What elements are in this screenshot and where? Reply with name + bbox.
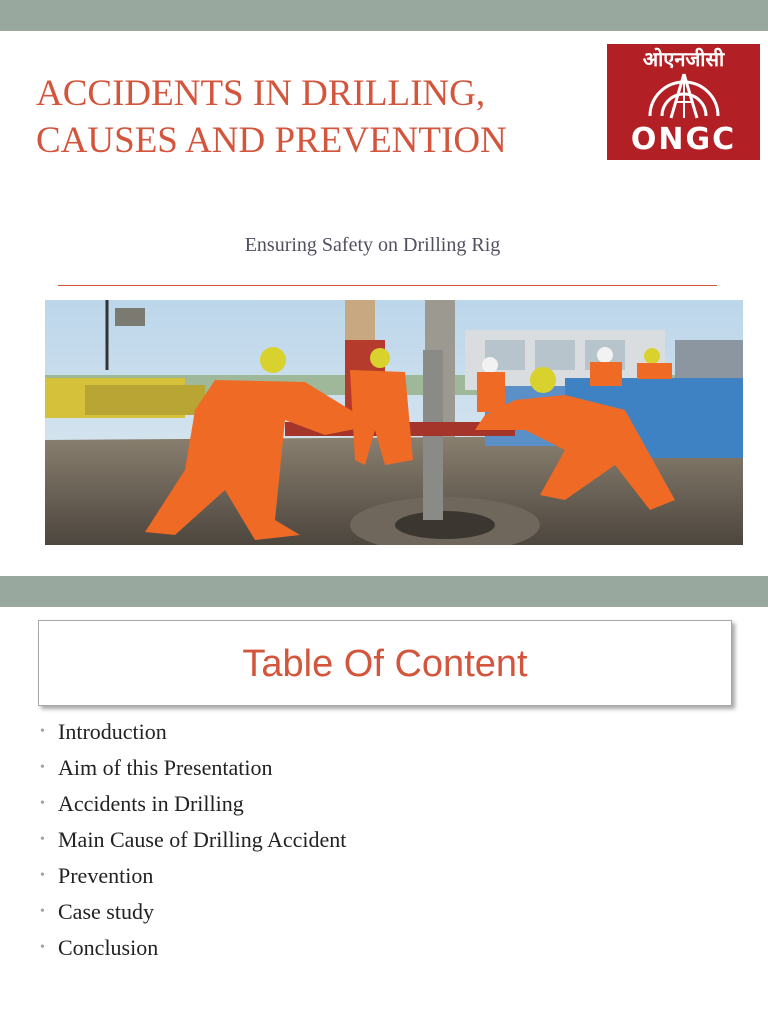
toc-item-text: Conclusion [58,935,159,960]
bullet-icon: • [40,724,45,739]
list-item [40,714,346,750]
bullet-icon: • [40,940,45,955]
toc-list [40,714,346,966]
divider-line [58,285,717,286]
toc-title-box [38,620,732,706]
slide-title-line-2: CAUSES AND PREVENTION [36,120,507,161]
logo-hindi-text: ओएनजीसी [642,47,725,71]
toc-item-text: Aim of this Presentation [58,755,273,780]
list-item [40,858,346,894]
toc-item-text: Main Cause of Drilling Accident [58,827,347,852]
list-item [40,930,346,966]
list-item [40,822,346,858]
bullet-icon: • [40,796,45,811]
toc-item-text: Case study [58,899,154,924]
drilling-rig-photo [45,300,743,545]
slide-title-line-1: ACCIDENTS IN DRILLING, [36,73,486,114]
slide-subtitle: Ensuring Safety on Drilling Rig [244,234,501,256]
slide-divider-band [0,576,768,607]
list-item [40,786,346,822]
list-item [40,894,346,930]
photo-illustration [45,300,743,545]
slide-title [36,70,596,164]
bullet-icon: • [40,904,45,919]
toc-item-text: Prevention [58,863,154,888]
ongc-logo [607,44,760,160]
oil-rig-logo-icon [644,72,724,122]
logo-english-text: ONGC [630,122,737,157]
bullet-icon: • [40,868,45,883]
toc-title: Table Of Content [242,643,528,685]
bullet-icon: • [40,832,45,847]
toc-item-text: Accidents in Drilling [58,791,244,816]
toc-item-text: Introduction [58,719,167,744]
list-item [40,750,346,786]
bullet-icon: • [40,760,45,775]
slide-top-band [0,0,768,31]
